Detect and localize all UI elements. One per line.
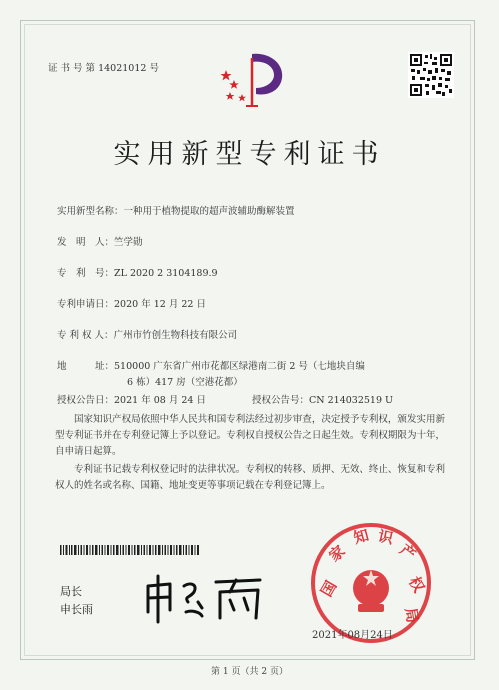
field-address-line2: 6 栋）417 房（空港花都） xyxy=(127,377,243,388)
field-label: 发 明 人： xyxy=(57,237,115,248)
field-value: 竺学勋 xyxy=(114,237,143,248)
svg-text:国: 国 xyxy=(317,577,341,600)
field-label: 地 址： xyxy=(57,361,115,372)
field-holder xyxy=(57,327,237,341)
field-label: 专 利 号： xyxy=(57,268,115,279)
barcode-icon xyxy=(60,545,200,555)
certificate-number: 证 书 号 第 14021012 号 xyxy=(48,63,159,74)
field-value: 2021 年 08 月 24 日 xyxy=(114,395,206,406)
field-label: 专利申请日： xyxy=(57,299,115,310)
handwritten-signature-icon xyxy=(140,572,270,624)
director-name: 申长雨 xyxy=(60,603,93,616)
field-value: 2020 年 12 月 22 日 xyxy=(114,299,206,310)
svg-text:知: 知 xyxy=(351,526,371,548)
paragraph-registry: 专利证书记载专利权登记时的法律状况。专利权的转移、质押、无效、终止、恢复和专利权人的姓名或名称、国籍、地址变更等事项记载在专利登记簿上。 xyxy=(55,464,445,491)
paragraph-grant: 国家知识产权局依照中华人民共和国专利法经过初步审查，决定授予专利权，颁发实用新型专利证书并在专利登记簿上予以登记。专利权自授权公告之日起生效。专利权期限为十年，自申请日起算。 xyxy=(55,414,445,457)
certificate-title: 实用新型专利证书 xyxy=(113,139,386,170)
cnipa-logo-icon xyxy=(212,48,290,112)
field-patent-number xyxy=(57,265,218,279)
field-value: 510000 广东省广州市花都区绿港南二街 2 号（七地块自编 xyxy=(114,361,365,372)
svg-text:权: 权 xyxy=(405,573,429,596)
page-number: 第 1 页（共 2 页） xyxy=(211,667,288,677)
svg-text:产: 产 xyxy=(396,540,420,564)
svg-text:局: 局 xyxy=(401,606,422,625)
svg-text:识: 识 xyxy=(376,526,395,548)
field-label: 实用新型名称： xyxy=(57,206,124,217)
field-address xyxy=(57,358,365,372)
field-grant-date xyxy=(57,392,206,406)
field-grant-number xyxy=(252,392,393,406)
seal-date: 2021年08月24日 xyxy=(312,630,393,641)
field-value: 广州市竹创生物科技有限公司 xyxy=(113,330,238,341)
field-filing-date xyxy=(57,296,206,310)
field-inventor xyxy=(57,234,143,248)
field-value: CN 214032519 U xyxy=(309,395,394,406)
field-name xyxy=(57,203,295,217)
svg-text:家: 家 xyxy=(325,541,349,566)
field-value: 一种用于植物提取的超声波辅助酶解装置 xyxy=(123,206,295,217)
director-title: 局长 xyxy=(60,585,82,598)
field-label: 专 利 权 人： xyxy=(57,330,114,341)
qr-code-icon xyxy=(408,52,454,98)
field-label: 授权公告号： xyxy=(252,395,310,406)
field-label: 授权公告日： xyxy=(57,395,115,406)
field-value: ZL 2020 2 3104189.9 xyxy=(114,268,218,279)
